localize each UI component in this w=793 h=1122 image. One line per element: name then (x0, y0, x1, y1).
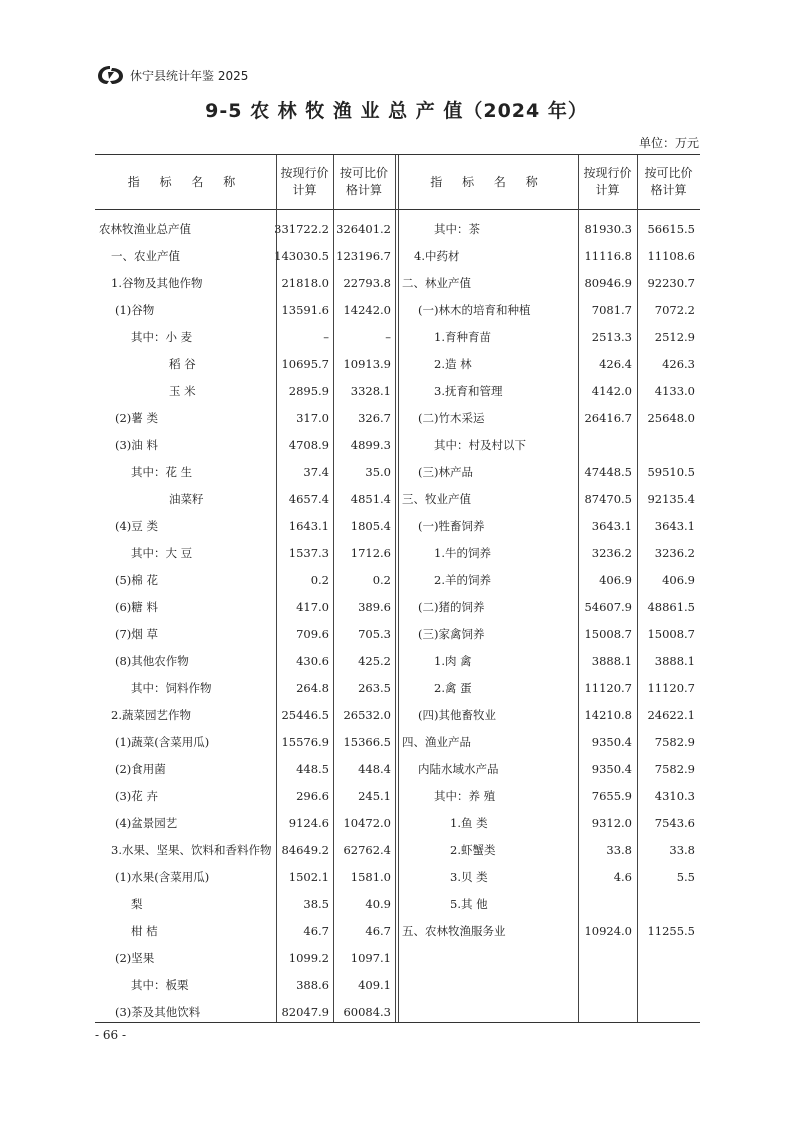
comparable-price-value: 26532.0 (343, 708, 391, 722)
comparable-price-value: 1712.6 (350, 546, 391, 560)
indicator-name: 2.羊的饲养 (434, 573, 491, 587)
current-price-value: 37.4 (303, 465, 329, 479)
comparable-price-value: 15366.5 (343, 735, 391, 749)
indicator-name: 二、林业产值 (402, 276, 471, 290)
current-price-value: 406.9 (599, 573, 632, 587)
indicator-name: 其中：饲料作物 (131, 681, 212, 695)
current-price-value: 317.0 (296, 411, 329, 425)
indicator-name: 油菜籽 (169, 492, 204, 506)
indicator-name: 2.虾蟹类 (450, 843, 496, 857)
indicator-name: 四、渔业产品 (402, 735, 471, 749)
indicator-name: (4)盆景园艺 (115, 816, 178, 830)
indicator-name: 2.蔬菜园艺作物 (111, 708, 191, 722)
comparable-price-value: 123196.7 (336, 249, 391, 263)
indicator-name: 柑 桔 (131, 924, 158, 938)
current-price-value: 1099.2 (288, 951, 329, 965)
comparable-price-value: 7072.2 (654, 303, 695, 317)
comparable-price-value: 60084.3 (343, 1005, 391, 1019)
indicator-name: 其中：大 豆 (131, 546, 193, 560)
book-title: 休宁县统计年鉴 2025 (130, 68, 249, 83)
current-price-value: 3236.2 (591, 546, 632, 560)
comparable-price-value: 46.7 (365, 924, 391, 938)
comparable-price-value: 11255.5 (647, 924, 695, 938)
comparable-price-value: 10913.9 (343, 357, 391, 371)
indicator-name: (4)豆 类 (115, 519, 158, 533)
comparable-price-value: 24622.1 (647, 708, 695, 722)
comparable-price-value: 4310.3 (654, 789, 695, 803)
current-price-value: 47448.5 (584, 465, 632, 479)
comparable-price-value: 245.1 (358, 789, 391, 803)
header-current-left: 按现行价计算 (280, 166, 329, 197)
current-price-value: 9312.0 (591, 816, 632, 830)
comparable-price-value: 92135.4 (647, 492, 695, 506)
column-divider (333, 155, 334, 1022)
current-price-value: 448.5 (296, 762, 329, 776)
current-price-value: 80946.9 (584, 276, 632, 290)
current-price-value: 87470.5 (584, 492, 632, 506)
indicator-name: 稻 谷 (169, 357, 196, 371)
indicator-name: 其中：小 麦 (131, 330, 193, 344)
current-price-value: 143030.5 (274, 249, 329, 263)
comparable-price-value: 389.6 (358, 600, 391, 614)
indicator-name: 其中：花 生 (131, 465, 193, 479)
indicator-name: (一)林木的培育和种植 (418, 303, 531, 317)
indicator-name: 农林牧渔业总产值 (99, 222, 191, 236)
indicator-name: 4.中药材 (414, 249, 460, 263)
comparable-price-value: 425.2 (358, 654, 391, 668)
indicator-name: 一、农业产值 (111, 249, 180, 263)
indicator-name: 其中：板栗 (131, 978, 189, 992)
comparable-price-value: 40.9 (365, 897, 391, 911)
indicator-name: (1)蔬菜(含菜用瓜) (115, 735, 210, 749)
comparable-price-value: 35.0 (365, 465, 391, 479)
current-price-value: 4708.9 (288, 438, 329, 452)
current-price-value: 3888.1 (591, 654, 632, 668)
column-divider (276, 155, 277, 1022)
indicator-name: (3)油 料 (115, 438, 158, 452)
current-price-value: 26416.7 (584, 411, 632, 425)
indicator-name: (3)花 卉 (115, 789, 158, 803)
indicator-name: (5)棉 花 (115, 573, 158, 587)
indicator-name: 3.抚育和管理 (434, 384, 503, 398)
current-price-value: 54607.9 (584, 600, 632, 614)
current-price-value: 11120.7 (584, 681, 632, 695)
comparable-price-value: 705.3 (358, 627, 391, 641)
indicator-name: (6)糖 料 (115, 600, 158, 614)
current-price-value: 2513.3 (591, 330, 632, 344)
indicator-name: 1.鱼 类 (450, 816, 488, 830)
indicator-name: 2.造 林 (434, 357, 472, 371)
comparable-price-value: 10472.0 (343, 816, 391, 830)
comparable-price-value: 263.5 (358, 681, 391, 695)
current-price-value: 2895.9 (288, 384, 329, 398)
header-current-right: 按现行价计算 (583, 166, 632, 197)
indicator-name: (2)食用菌 (115, 762, 166, 776)
current-price-value: 264.8 (296, 681, 329, 695)
current-price-value: 4142.0 (591, 384, 632, 398)
column-divider (637, 155, 638, 1022)
comparable-price-value: 426.3 (662, 357, 695, 371)
current-price-value: 4657.4 (288, 492, 329, 506)
indicator-name: (一)牲畜饲养 (418, 519, 485, 533)
indicator-name: 1.育种育苗 (434, 330, 491, 344)
column-divider (578, 155, 579, 1022)
indicator-name: 三、牧业产值 (402, 492, 471, 506)
indicator-name: (1)谷物 (115, 303, 155, 317)
current-price-value: 21818.0 (281, 276, 329, 290)
indicator-name: 1.谷物及其他作物 (111, 276, 203, 290)
comparable-price-value: 7582.9 (654, 735, 695, 749)
page-header (96, 64, 248, 86)
current-price-value: 38.5 (303, 897, 329, 911)
page-number: - 66 - (95, 1028, 127, 1042)
indicator-name: (2)坚果 (115, 951, 155, 965)
current-price-value: 46.7 (303, 924, 329, 938)
current-price-value: 709.6 (296, 627, 329, 641)
comparable-price-value: 5.5 (676, 870, 695, 884)
comparable-price-value: 4133.0 (654, 384, 695, 398)
current-price-value: 7655.9 (591, 789, 632, 803)
unit-label: 单位：万元 (638, 136, 699, 150)
comparable-price-value: 1097.1 (350, 951, 391, 965)
column-divider (398, 155, 399, 1022)
current-price-value: 1502.1 (288, 870, 329, 884)
comparable-price-value: 15008.7 (647, 627, 695, 641)
current-price-value: 33.8 (606, 843, 632, 857)
comparable-price-value: 1805.4 (350, 519, 391, 533)
current-price-value: 9124.6 (288, 816, 329, 830)
comparable-price-value: 11108.6 (647, 249, 695, 263)
indicator-name: 其中：养 殖 (434, 789, 496, 803)
indicator-name: (7)烟 草 (115, 627, 158, 641)
indicator-name: 3.水果、坚果、饮料和香料作物 (111, 843, 272, 857)
current-price-value: 15008.7 (584, 627, 632, 641)
comparable-price-value: 7582.9 (654, 762, 695, 776)
comparable-price-value: 2512.9 (654, 330, 695, 344)
current-price-value: 25446.5 (281, 708, 329, 722)
comparable-price-value: 11120.7 (647, 681, 695, 695)
comparable-price-value: 7543.6 (654, 816, 695, 830)
current-price-value: 10924.0 (584, 924, 632, 938)
comparable-price-value: 326.7 (358, 411, 391, 425)
indicator-name: (四)其他畜牧业 (418, 708, 496, 722)
comparable-price-value: 92230.7 (647, 276, 695, 290)
current-price-value: 11116.8 (584, 249, 632, 263)
current-price-value: 3643.1 (591, 519, 632, 533)
comparable-price-value: 48861.5 (647, 600, 695, 614)
comparable-price-value: 59510.5 (647, 465, 695, 479)
current-price-value: 1643.1 (288, 519, 329, 533)
current-price-value: 84649.2 (281, 843, 329, 857)
indicator-name: 1.肉 禽 (434, 654, 472, 668)
output-value-table (95, 154, 700, 1023)
indicator-name: (二)竹木采运 (418, 411, 485, 425)
current-price-value: 331722.2 (274, 222, 329, 236)
header-name-right: 指 标 名 称 (430, 174, 546, 189)
header-name-left: 指 标 名 称 (127, 174, 244, 189)
indicator-name: 1.牛的饲养 (434, 546, 491, 560)
indicator-name: 其中：茶 (434, 222, 480, 236)
comparable-price-value: 14242.0 (343, 303, 391, 317)
comparable-price-value: 4899.3 (350, 438, 391, 452)
comparable-price-value: 3328.1 (350, 384, 391, 398)
indicator-name: 5.其 他 (450, 897, 488, 911)
current-price-value: 417.0 (296, 600, 329, 614)
page-title: 9-5 农 林 牧 渔 业 总 产 值（2024 年） (205, 100, 588, 122)
comparable-price-value: 56615.5 (647, 222, 695, 236)
comparable-price-value: 409.1 (358, 978, 391, 992)
current-price-value: – (323, 330, 329, 344)
current-price-value: 10695.7 (281, 357, 329, 371)
indicator-name: (1)水果(含菜用瓜) (115, 870, 210, 884)
header-comparable-left: 按可比价格计算 (339, 166, 388, 197)
comparable-price-value: 326401.2 (336, 222, 391, 236)
comparable-price-value: 62762.4 (343, 843, 391, 857)
indicator-name: (8)其他农作物 (115, 654, 189, 668)
indicator-name: 2.禽 蛋 (434, 681, 472, 695)
current-price-value: 388.6 (296, 978, 329, 992)
indicator-name: (2)薯 类 (115, 411, 158, 425)
current-price-value: 7081.7 (591, 303, 632, 317)
current-price-value: 4.6 (613, 870, 632, 884)
indicator-name: (三)家禽饲养 (418, 627, 485, 641)
indicator-name: 玉 米 (169, 384, 196, 398)
comparable-price-value: 3643.1 (654, 519, 695, 533)
current-price-value: 1537.3 (288, 546, 329, 560)
current-price-value: 426.4 (599, 357, 632, 371)
comparable-price-value: 0.2 (372, 573, 391, 587)
comparable-price-value: 1581.0 (350, 870, 391, 884)
indicator-name: 内陆水域水产品 (418, 762, 499, 776)
comparable-price-value: 448.4 (358, 762, 391, 776)
comparable-price-value: 25648.0 (647, 411, 695, 425)
current-price-value: 15576.9 (281, 735, 329, 749)
comparable-price-value: 3236.2 (654, 546, 695, 560)
comparable-price-value: 406.9 (662, 573, 695, 587)
comparable-price-value: 4851.4 (350, 492, 391, 506)
current-price-value: 9350.4 (591, 735, 632, 749)
current-price-value: 296.6 (296, 789, 329, 803)
header-comparable-right: 按可比价格计算 (644, 166, 693, 197)
current-price-value: 81930.3 (584, 222, 632, 236)
indicator-name: (三)林产品 (418, 465, 473, 479)
comparable-price-value: – (385, 330, 391, 344)
current-price-value: 0.2 (310, 573, 329, 587)
current-price-value: 14210.8 (584, 708, 632, 722)
column-divider (395, 155, 396, 1022)
yearbook-logo-icon (96, 64, 126, 86)
indicator-name: 梨 (131, 897, 143, 911)
indicator-name: 其中：村及村以下 (434, 438, 526, 452)
indicator-name: (二)猪的饲养 (418, 600, 485, 614)
current-price-value: 430.6 (296, 654, 329, 668)
current-price-value: 9350.4 (591, 762, 632, 776)
indicator-name: 3.贝 类 (450, 870, 488, 884)
current-price-value: 13591.6 (281, 303, 329, 317)
comparable-price-value: 3888.1 (654, 654, 695, 668)
comparable-price-value: 33.8 (669, 843, 695, 857)
indicator-name: 五、农林牧渔服务业 (402, 924, 506, 938)
comparable-price-value: 22793.8 (343, 276, 391, 290)
current-price-value: 82047.9 (281, 1005, 329, 1019)
indicator-name: (3)茶及其他饮料 (115, 1005, 201, 1019)
